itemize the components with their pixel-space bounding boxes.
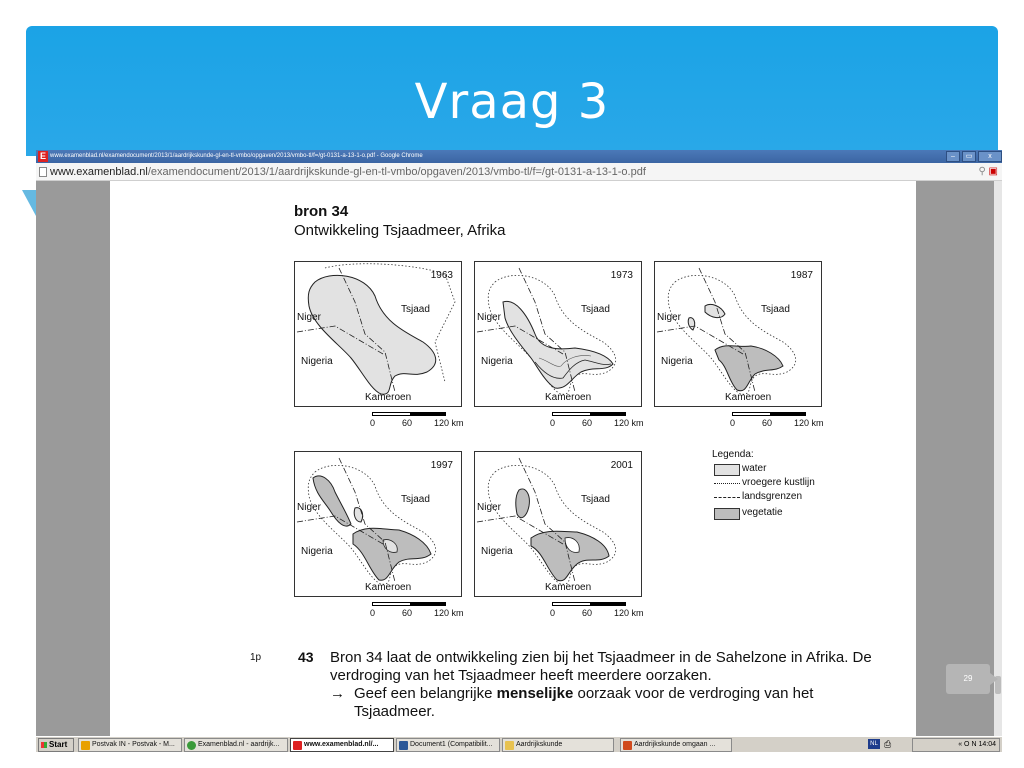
label-tsjaad: Tsjaad <box>401 494 430 505</box>
vegetation-swatch <box>714 508 740 520</box>
scale-label-mid: 60 <box>402 608 413 618</box>
scale-label-zero: 0 <box>550 418 556 428</box>
scale-bar <box>544 601 664 627</box>
scale-label-end: 120 km <box>794 418 824 428</box>
scale-label-end: 120 km <box>614 418 644 428</box>
label-kameroen: Kameroen <box>725 392 772 403</box>
legend-label-water: water <box>742 463 767 474</box>
printer-icon[interactable]: ⎙ <box>884 739 892 749</box>
taskbar-item-folder[interactable] <box>502 738 614 752</box>
scale-label-zero: 0 <box>370 418 376 428</box>
tray-icons[interactable]: « O N <box>958 741 977 748</box>
map-panel-2001 <box>474 451 642 597</box>
legend-item-former-coast <box>712 476 872 490</box>
outlook-icon <box>81 741 90 750</box>
label-niger: Niger <box>477 502 501 513</box>
label-niger: Niger <box>657 312 681 323</box>
legend-item-water <box>712 462 872 476</box>
question-points: 1p <box>250 652 262 663</box>
scale-bar <box>364 411 484 437</box>
label-tsjaad: Tsjaad <box>581 304 610 315</box>
taskbar-item-label: Document1 (Compatibilit... <box>410 741 493 748</box>
window-controls <box>944 150 1002 163</box>
map-year-label: 1963 <box>430 270 453 281</box>
slide-title: Vraag 3 <box>414 74 610 130</box>
label-niger: Niger <box>297 312 321 323</box>
scale-label-zero: 0 <box>370 608 376 618</box>
label-kameroen: Kameroen <box>545 582 592 593</box>
map-year-label: 1987 <box>790 270 813 281</box>
scale-label-mid: 60 <box>402 418 413 428</box>
powerpoint-icon <box>623 741 632 750</box>
label-nigeria: Nigeria <box>481 356 513 367</box>
legend-label-borders: landsgrenzen <box>742 491 803 502</box>
window-title: www.examenblad.nl/examendocument/2013/1/aardrijkskunde-gl-en-tl-vmbo/opgaven/2013/vmbo-tl/f=/gt-0131-a-13-1-o.pdf - Google Chrome <box>50 153 423 159</box>
taskbar-item-label: Aardrijkskunde <box>516 741 563 748</box>
instruction-text-pre: Geef een belangrijke <box>354 685 497 702</box>
label-kameroen: Kameroen <box>365 392 412 403</box>
maximize-button[interactable]: ▭ <box>962 151 976 162</box>
label-tsjaad: Tsjaad <box>401 304 430 315</box>
pdf-page <box>110 181 916 736</box>
examenblad-icon <box>293 741 302 750</box>
label-niger: Niger <box>297 502 321 513</box>
taskbar-item-label: www.examenblad.nl/... <box>304 741 379 748</box>
pdf-viewer[interactable] <box>36 181 994 736</box>
page-icon <box>39 167 47 177</box>
scale-label-zero: 0 <box>730 418 736 428</box>
source-subtitle: Ontwikkeling Tsjaadmeer, Afrika <box>294 222 506 239</box>
url-path: /examendocument/2013/1/aardrijkskunde-gl-en-tl-vmbo/opgaven/2013/vmbo-tl/f=/gt-0131-a-13-1-o.pdf <box>147 166 646 178</box>
map-panel-1963 <box>294 261 462 407</box>
scale-label-mid: 60 <box>582 608 593 618</box>
map-year-label: 1997 <box>430 460 453 471</box>
scale-label-mid: 60 <box>582 418 593 428</box>
language-indicator[interactable]: NL <box>868 739 880 749</box>
chrome-icon <box>187 741 196 750</box>
browser-title-bar <box>36 150 1002 163</box>
map-year-label: 1973 <box>610 270 633 281</box>
zoom-icon[interactable]: ⚲ <box>978 166 986 177</box>
legend-title: Legenda: <box>712 449 754 460</box>
vertical-scrollbar[interactable] <box>994 181 1002 736</box>
map-year-label: 2001 <box>610 460 633 471</box>
legend-label-former-coast: vroegere kustlijn <box>742 477 815 488</box>
map-legend <box>712 449 872 526</box>
scale-bar <box>544 411 664 437</box>
label-niger: Niger <box>477 312 501 323</box>
scale-label-end: 120 km <box>614 608 644 618</box>
taskbar-item-chrome[interactable] <box>184 738 288 752</box>
question-number: 43 <box>298 649 314 665</box>
slide-header <box>26 26 998 156</box>
windows-taskbar <box>36 736 1002 752</box>
legend-item-vegetation <box>712 506 872 526</box>
label-nigeria: Nigeria <box>481 546 513 557</box>
pdf-icon[interactable]: ▣ <box>988 166 998 177</box>
close-button[interactable]: x <box>978 151 1002 162</box>
scale-bar <box>724 411 844 437</box>
arrow-icon: → <box>330 685 345 702</box>
map-panel-1987 <box>654 261 822 407</box>
examenblad-logo-icon: E <box>39 151 46 161</box>
slide-accent-shape <box>22 190 36 216</box>
taskbar-item-powerpoint[interactable] <box>620 738 732 752</box>
lake-map-1973 <box>475 262 642 407</box>
map-panel-1997 <box>294 451 462 597</box>
question-text: Bron 34 laat de ontwikkeling zien bij het Tsjaadmeer in de Sahelzone in Afrika. De verdroging van het Tsjaadmeer heeft meerdere oorzaken. <box>330 649 872 684</box>
instruction-text-post: oorzaak voor de verdroging van het Tsjaadmeer. <box>354 685 814 720</box>
legend-item-borders <box>712 490 872 504</box>
dash-dot-line-symbol <box>714 497 740 498</box>
word-icon <box>399 741 408 750</box>
system-tray <box>912 738 1000 752</box>
label-tsjaad: Tsjaad <box>581 494 610 505</box>
slide-page-number: 29 <box>946 664 990 694</box>
taskbar-item-label: Examenblad.nl - aardrijk... <box>198 741 280 748</box>
scale-label-end: 120 km <box>434 418 464 428</box>
lake-map-1997 <box>295 452 462 597</box>
lake-map-2001 <box>475 452 642 597</box>
scale-label-mid: 60 <box>762 418 773 428</box>
scale-bar <box>364 601 484 627</box>
clock: 14:04 <box>978 741 996 748</box>
taskbar-item-outlook[interactable] <box>78 738 182 752</box>
address-bar-icons <box>978 163 998 181</box>
label-kameroen: Kameroen <box>545 392 592 403</box>
legend-label-vegetation: vegetatie <box>742 507 783 518</box>
water-swatch <box>714 464 740 476</box>
label-tsjaad: Tsjaad <box>761 304 790 315</box>
taskbar-item-label: Postvak IN - Postvak - M... <box>92 741 175 748</box>
instruction-text-bold: menselijke <box>496 685 574 702</box>
address-bar[interactable] <box>36 163 1002 181</box>
label-nigeria: Nigeria <box>301 356 333 367</box>
start-button[interactable]: Start <box>38 738 74 752</box>
taskbar-item-word[interactable] <box>396 738 500 752</box>
label-kameroen: Kameroen <box>365 582 412 593</box>
label-nigeria: Nigeria <box>301 546 333 557</box>
taskbar-item-examenblad[interactable] <box>290 738 394 752</box>
dotted-line-symbol <box>714 483 740 484</box>
map-panel-1973 <box>474 261 642 407</box>
source-title: bron 34 <box>294 203 349 220</box>
url-domain: www.examenblad.nl <box>50 166 148 178</box>
scale-label-zero: 0 <box>550 608 556 618</box>
scale-label-end: 120 km <box>434 608 464 618</box>
label-nigeria: Nigeria <box>661 356 693 367</box>
lake-map-1987 <box>655 262 822 407</box>
minimize-button[interactable]: – <box>946 151 960 162</box>
lake-map-1963 <box>295 262 462 407</box>
question-instruction <box>354 685 894 721</box>
taskbar-item-label: Aardrijkskunde omgaan ... <box>634 741 716 748</box>
folder-icon <box>505 741 514 750</box>
